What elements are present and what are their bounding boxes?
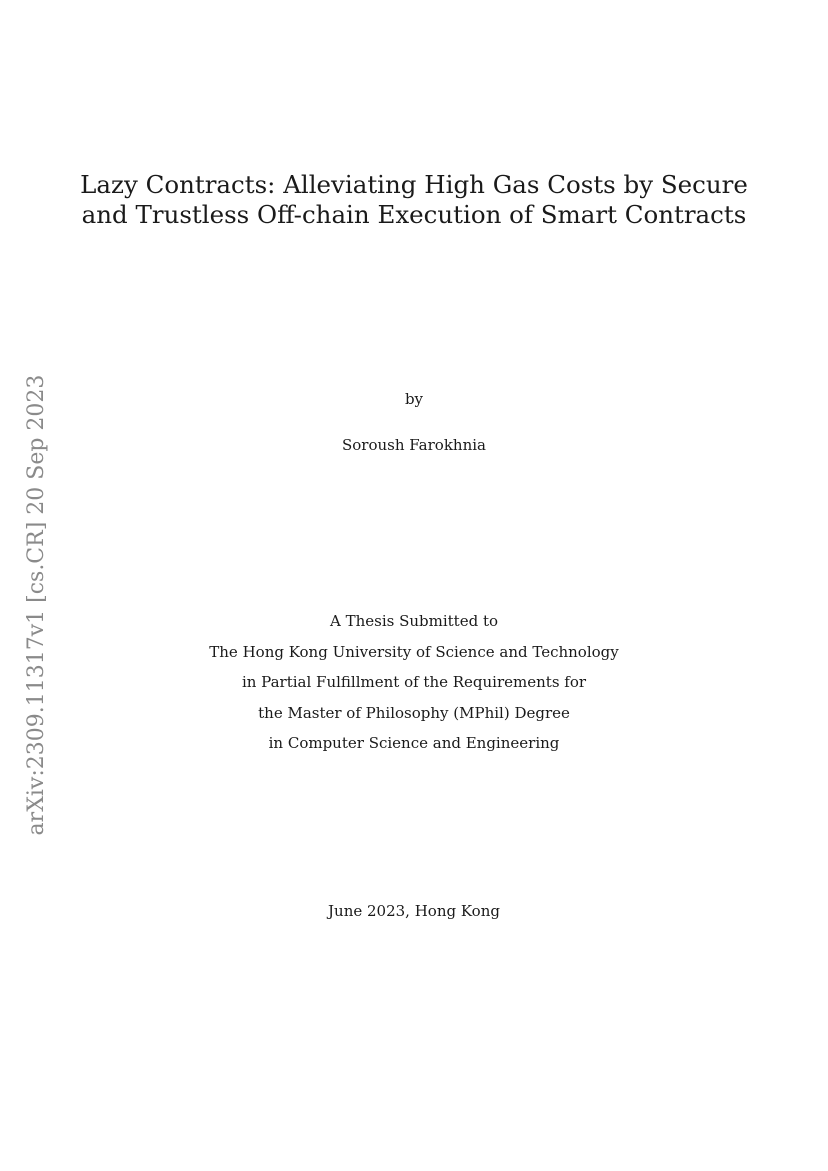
submission-line-2: The Hong Kong University of Science and Technology — [209, 642, 619, 661]
submission-line-3: in Partial Fulfillment of the Requirements for — [241, 673, 587, 691]
submission-line-5: in Computer Science and Engineering — [268, 734, 560, 752]
submission-statement — [0, 612, 828, 765]
submission-line-1: A Thesis Submitted to — [329, 612, 499, 630]
arxiv-identifier-stamp: arXiv:2309.11317v1 [cs.CR] 20 Sep 2023 — [24, 374, 49, 836]
thesis-title-line-1: Lazy Contracts: Alleviating High Gas Costs by Secure — [80, 170, 748, 199]
thesis-title-line-2: and Trustless Off-chain Execution of Smart Contracts — [81, 200, 747, 229]
thesis-title — [60, 170, 768, 230]
author-name: Soroush Farokhnia — [342, 436, 486, 454]
submission-line-4: the Master of Philosophy (MPhil) Degree — [258, 703, 570, 722]
date-and-place: June 2023, Hong Kong — [328, 902, 500, 920]
by-label: by — [404, 390, 424, 408]
